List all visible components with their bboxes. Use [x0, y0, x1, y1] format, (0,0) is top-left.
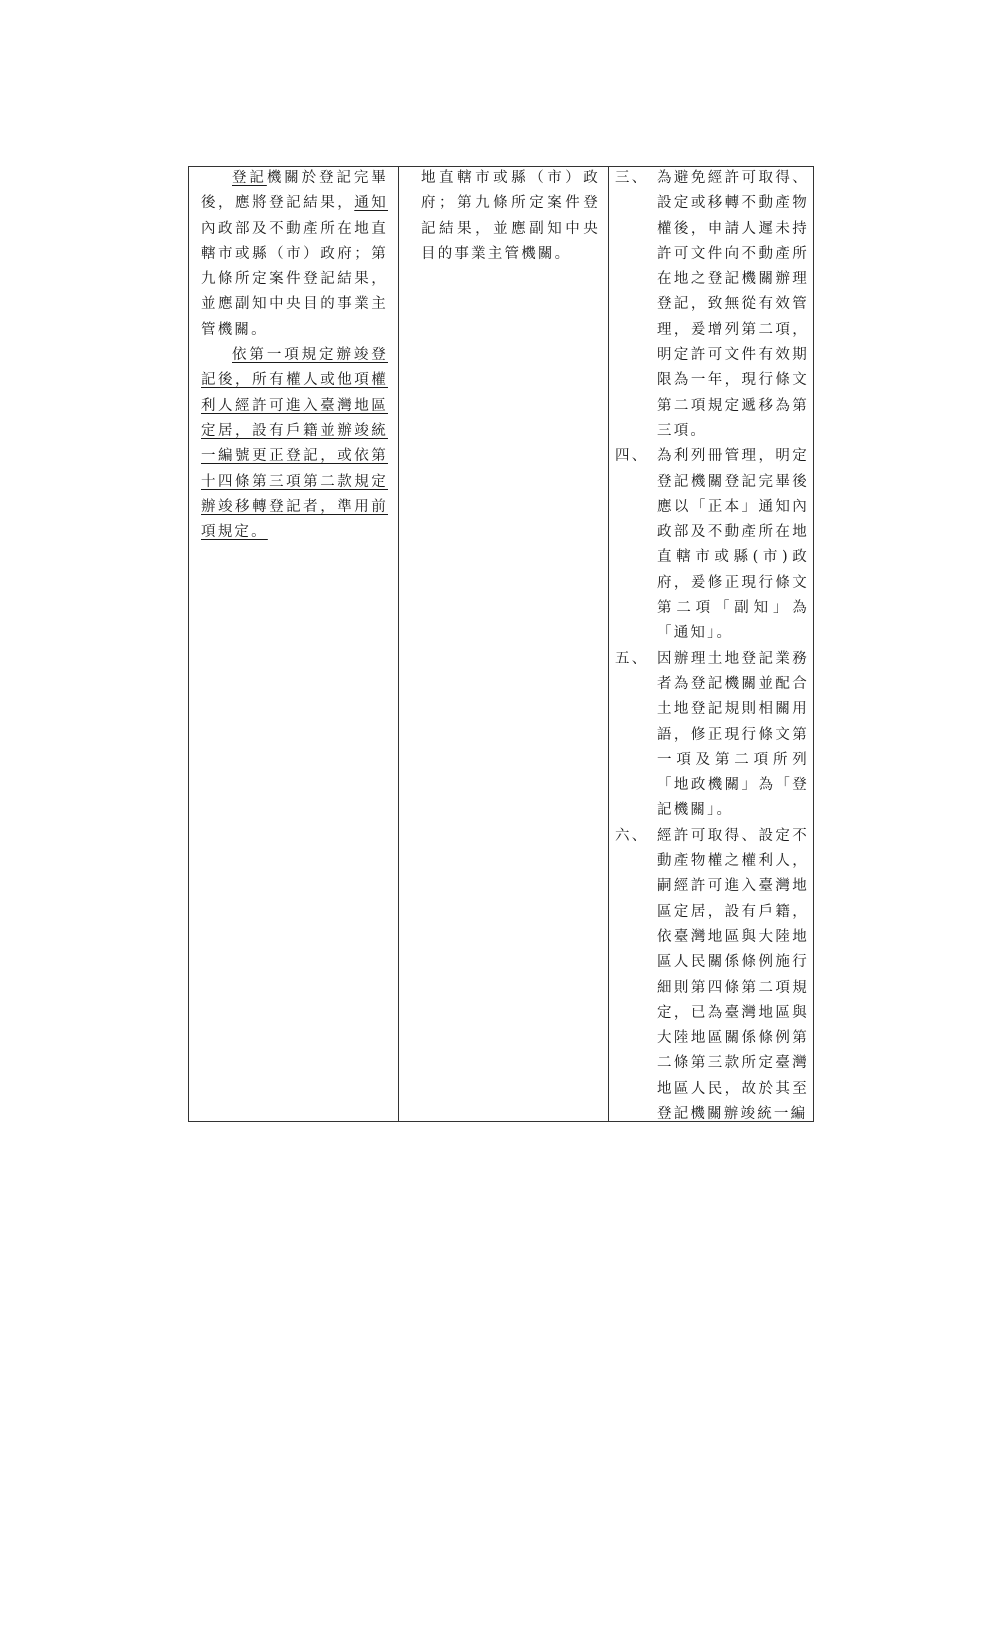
- underlined-text: 登記: [232, 170, 267, 186]
- item-number: 五、: [615, 650, 649, 667]
- item-text: 為利列冊管理，明定登記機關登記完畢後應以「正本」通知內政部及不動產所在地直轄市或縣(市)政府，爰修正現行條文第二項「副知」為「通知」。: [657, 448, 809, 642]
- item-text: 因辦理土地登記業務者為登記機關並配合土地登記規則相關用語，修正現行條文第一項及第二項所列「地政機關」為「登記機關」。: [657, 650, 809, 819]
- body-text: 內政部及不動產所在地直轄市或縣（市）政府；第九條所定案件登記結果，並應副知中央目的事業主管機關。: [201, 220, 388, 338]
- item-number: 四、: [615, 448, 649, 465]
- explanation-item: [615, 166, 809, 444]
- current-text-column: [399, 167, 609, 1121]
- explanation-item: [615, 444, 809, 646]
- underlined-text: 通知: [354, 195, 388, 212]
- amended-text-column: [189, 167, 399, 1121]
- amended-paragraph-1: [201, 166, 388, 343]
- item-number: 六、: [615, 827, 649, 844]
- explanation-column: [609, 167, 813, 1121]
- explanation-item: [615, 824, 809, 1128]
- comparison-table: [188, 166, 814, 1122]
- current-paragraph: 地直轄市或縣（市）政府；第九條所定案件登記結果，並應副知中央目的事業主管機關。: [421, 170, 600, 262]
- item-text: 為避免經許可取得、設定或移轉不動產物權後，申請人遲未持許可文件向不動產所在地之登記機關辦理登記，致無從有效管理，爰增列第二項，明定許可文件有效期限為一年，現行條文第二項規定遞移為第三項。: [657, 170, 809, 439]
- amended-paragraph-2: 依第一項規定辦竣登記後，所有權人或他項權利人經許可進入臺灣地區定居，設有戶籍並辦竣統一編號更正登記，或依第十四條第三項第二款規定辦竣移轉登記者，準用前項規定。: [201, 347, 388, 541]
- explanation-item: [615, 647, 809, 824]
- item-text: 經許可取得、設定不動產物權之權利人，嗣經許可進入臺灣地區定居，設有戶籍，依臺灣地區與大陸地區人民關係條例施行細則第四條第二項規定，已為臺灣地區與大陸地區關係條例第二條第三款所定臺灣地區人民，故於其至登記機關辦竣統一編: [657, 827, 809, 1122]
- item-number: 三、: [615, 170, 649, 186]
- body-text: 機關於登記完畢後，應將登記結果，: [201, 170, 388, 212]
